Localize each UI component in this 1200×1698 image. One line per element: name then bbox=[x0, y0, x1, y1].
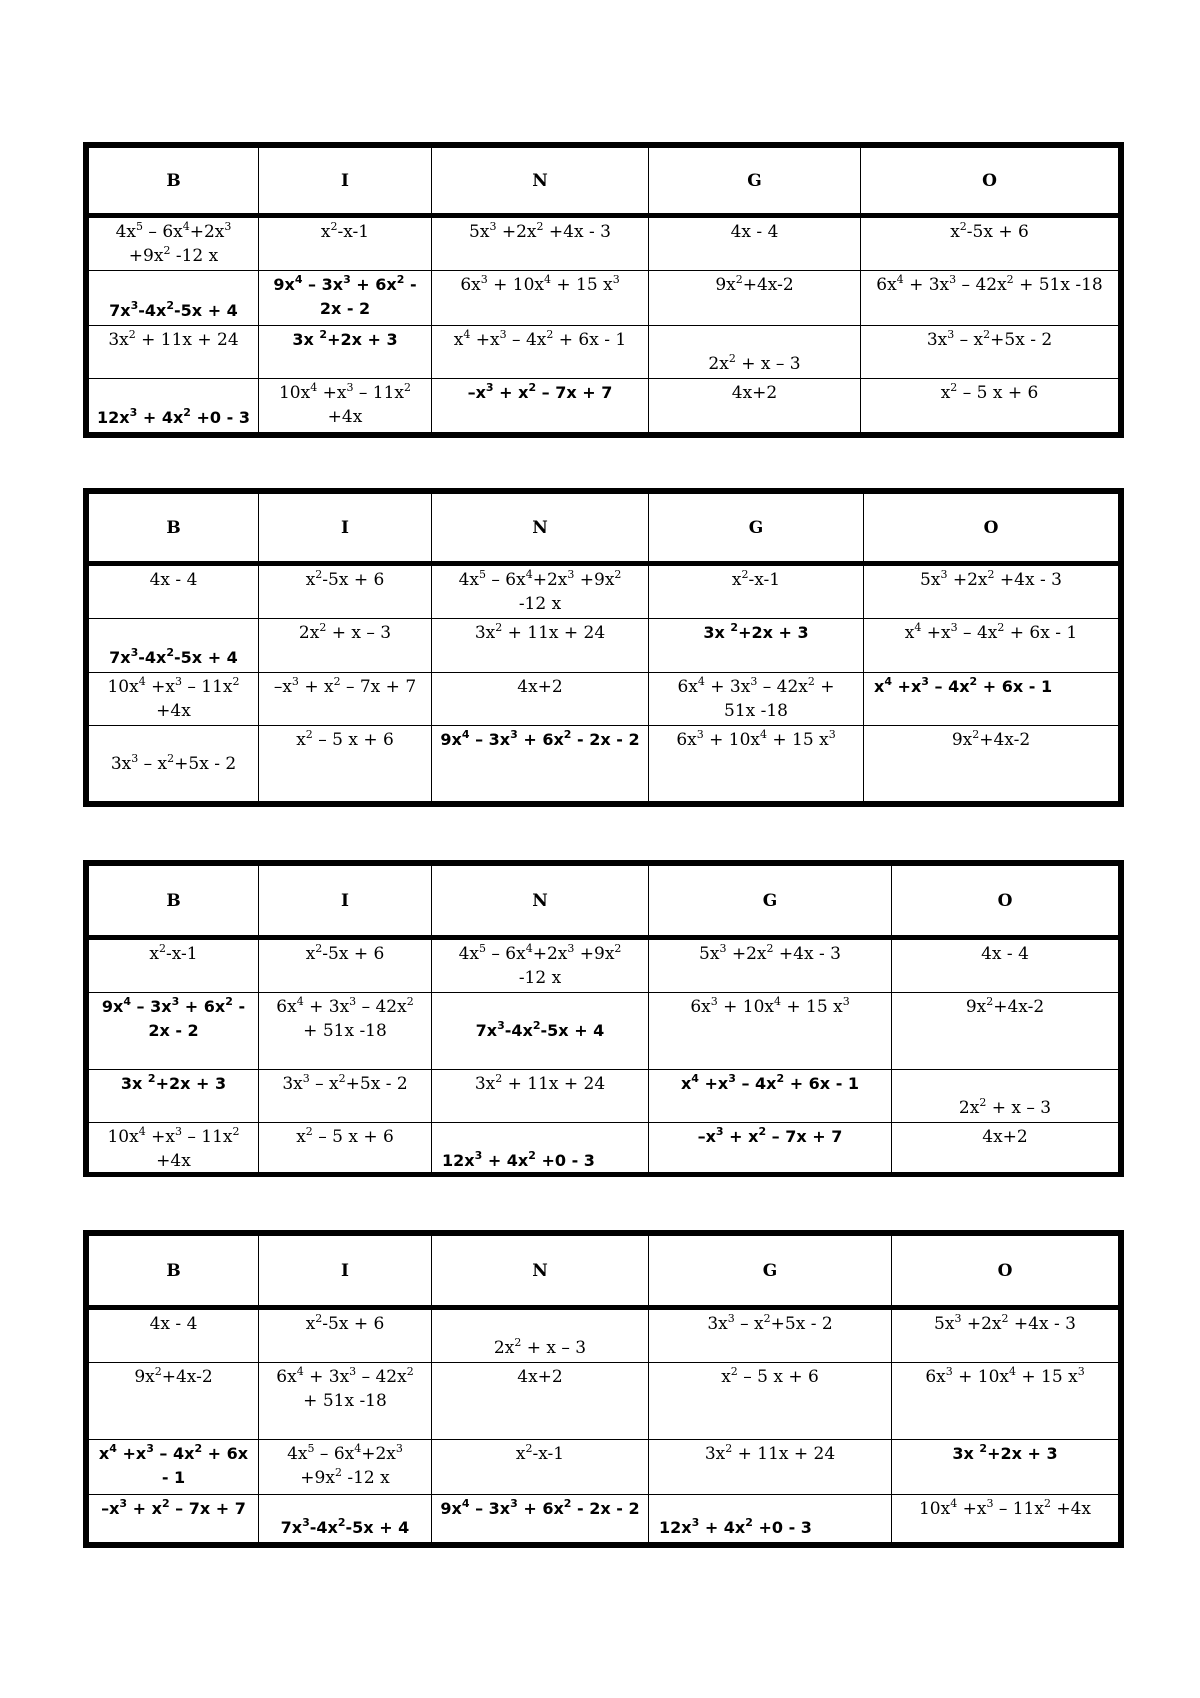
bingo-cell: $x^4 +x^3 - 4x^2 + 6x - 1$ bbox=[432, 326, 649, 379]
bingo-cell: $x^4 +x^3 - 4x^2 + 6x - 1$ bbox=[864, 619, 1119, 673]
bingo-cell: $2x^2 + x - 3$ bbox=[892, 1070, 1119, 1123]
bingo-cell: $3x^2 + 11x + 24$ bbox=[432, 619, 649, 673]
column-header: N bbox=[432, 148, 649, 216]
bingo-cell: $6x^4 + 3x^3 - 42x^2$ + 51x -18 bbox=[649, 673, 864, 726]
column-header: N bbox=[432, 1236, 649, 1308]
bingo-cell: $x^2-5x + 6$ bbox=[861, 216, 1119, 271]
bingo-cell: $9x^4 - 3x^3 + 6x^2$ - 2x - 2 bbox=[89, 993, 259, 1070]
bingo-cell: $x^4 +x^3 - 4x^2 + 6x - 1$ bbox=[864, 673, 1119, 726]
column-header: B bbox=[89, 148, 259, 216]
column-header: I bbox=[259, 1236, 432, 1308]
bingo-cell: $x^2-5x + 6$ bbox=[259, 1308, 432, 1363]
bingo-cell: $5x^3 +2x^2 +4x - 3$ bbox=[649, 938, 892, 993]
bingo-cell: $5x^3 +2x^2 +4x - 3$ bbox=[892, 1308, 1119, 1363]
bingo-cell: $6x^3 + 10x^4 + 15$ $x^3$ bbox=[892, 1363, 1119, 1440]
bingo-cell: $x^2-x-1$ bbox=[649, 564, 864, 619]
bingo-cell: 3x $^2$+2x + 3 bbox=[649, 619, 864, 673]
bingo-cell: $x^2 - 5$ x + 6 bbox=[259, 1123, 432, 1176]
bingo-card-3 bbox=[83, 860, 1124, 1177]
column-header: I bbox=[259, 148, 432, 216]
bingo-cell: $x^2 - 5$ x + 6 bbox=[259, 726, 432, 802]
bingo-cell: $9x^2+4x-2$ bbox=[864, 726, 1119, 802]
column-header: O bbox=[892, 866, 1119, 938]
bingo-cell: $-x^3 + x^2 - 7x + 7$ bbox=[649, 1123, 892, 1176]
bingo-cell: 3x $^2$+2x + 3 bbox=[892, 1440, 1119, 1495]
column-header: I bbox=[259, 494, 432, 564]
bingo-table bbox=[88, 147, 1119, 433]
bingo-cell: $3x^3 - x^2+5x - 2$ bbox=[861, 326, 1119, 379]
bingo-cell: 4x - 4 bbox=[892, 938, 1119, 993]
bingo-cell: 3x $^2$+2x + 3 bbox=[259, 326, 432, 379]
column-header: O bbox=[892, 1236, 1119, 1308]
column-header: G bbox=[649, 148, 861, 216]
bingo-cell: $12x^3 + 4x^2 +0 - 3$ bbox=[432, 1123, 649, 1176]
bingo-cell: $6x^3 + 10x^4 + 15$ $x^3$ bbox=[649, 993, 892, 1070]
bingo-cell: $5x^3 +2x^2 +4x - 3$ bbox=[864, 564, 1119, 619]
bingo-cell: $x^2-5x + 6$ bbox=[259, 938, 432, 993]
bingo-cell: $x^2-x-1$ bbox=[259, 216, 432, 271]
column-header: B bbox=[89, 1236, 259, 1308]
bingo-cell: 4x - 4 bbox=[89, 564, 259, 619]
bingo-card-1 bbox=[83, 142, 1124, 438]
column-header: N bbox=[432, 866, 649, 938]
bingo-cell: $7x^3-4x^2-5x + 4$ bbox=[89, 619, 259, 673]
column-header: N bbox=[432, 494, 649, 564]
bingo-cell: $10x^4 +x^3 - 11x^2$ +4x bbox=[89, 673, 259, 726]
bingo-cell: $7x^3-4x^2-5x + 4$ bbox=[259, 1495, 432, 1543]
column-header: B bbox=[89, 494, 259, 564]
bingo-cell: $7x^3-4x^2-5x + 4$ bbox=[432, 993, 649, 1070]
bingo-cell: $6x^4 + 3x^3 - 42x^2$ + 51x -18 bbox=[259, 993, 432, 1070]
bingo-cell: $-x^3 + x^2 - 7x + 7$ bbox=[432, 379, 649, 433]
bingo-cell: $-x^3 + x^2 - 7x + 7$ bbox=[259, 673, 432, 726]
bingo-cell: $3x^2 + 11x + 24$ bbox=[649, 1440, 892, 1495]
bingo-cell: $x^2-x-1$ bbox=[432, 1440, 649, 1495]
bingo-cell: $7x^3-4x^2-5x + 4$ bbox=[89, 271, 259, 326]
column-header: G bbox=[649, 866, 892, 938]
bingo-cell: $x^2 - 5$ x + 6 bbox=[649, 1363, 892, 1440]
bingo-cell: $x^4 +x^3 - 4x^2 + 6x$ - 1 bbox=[89, 1440, 259, 1495]
bingo-cell: $9x^2+4x-2$ bbox=[892, 993, 1119, 1070]
bingo-card-2 bbox=[83, 488, 1124, 807]
bingo-cell: $4x^5 - 6x^4+2x^3 +9x^2$ -12 x bbox=[432, 564, 649, 619]
bingo-cell: $2x^2 + x - 3$ bbox=[432, 1308, 649, 1363]
bingo-cell: $9x^4 - 3x^3 + 6x^2$ - 2x - 2 bbox=[259, 271, 432, 326]
column-header: I bbox=[259, 866, 432, 938]
bingo-cell: 4x - 4 bbox=[89, 1308, 259, 1363]
bingo-cell: $x^2 - 5$ x + 6 bbox=[861, 379, 1119, 433]
bingo-cell: 3x $^2$+2x + 3 bbox=[89, 1070, 259, 1123]
bingo-cell: $6x^4 + 3x^3 - 42x^2 + 51x$ -18 bbox=[861, 271, 1119, 326]
bingo-cell: $x^2-5x + 6$ bbox=[259, 564, 432, 619]
bingo-cell: 4x+2 bbox=[432, 673, 649, 726]
bingo-cell: $3x^2 + 11x + 24$ bbox=[432, 1070, 649, 1123]
bingo-cell: $12x^3 + 4x^2 +0 - 3$ bbox=[649, 1495, 892, 1543]
bingo-cell: $4x^5 - 6x^4+2x^3$ $+9x^2$ -12 x bbox=[89, 216, 259, 271]
bingo-cell: $2x^2 + x - 3$ bbox=[259, 619, 432, 673]
bingo-table bbox=[88, 1235, 1119, 1543]
bingo-cell: 4x+2 bbox=[432, 1363, 649, 1440]
bingo-cell: $2x^2 + x - 3$ bbox=[649, 326, 861, 379]
bingo-cell: $3x^2 + 11x + 24$ bbox=[89, 326, 259, 379]
bingo-cell: $9x^4 - 3x^3 + 6x^2 - 2x - 2$ bbox=[432, 1495, 649, 1543]
bingo-cell: 4x+2 bbox=[649, 379, 861, 433]
bingo-cell: 4x+2 bbox=[892, 1123, 1119, 1176]
bingo-cell: $5x^3 +2x^2 +4x - 3$ bbox=[432, 216, 649, 271]
column-header: G bbox=[649, 1236, 892, 1308]
bingo-cell: $12x^3 + 4x^2 +0 - 3$ bbox=[89, 379, 259, 433]
column-header: O bbox=[861, 148, 1119, 216]
bingo-cell: $10x^4 +x^3 - 11x^2 +4x$ bbox=[892, 1495, 1119, 1543]
column-header: O bbox=[864, 494, 1119, 564]
bingo-cell: $4x^5 - 6x^4+2x^3 +9x^2$ -12 x bbox=[432, 938, 649, 993]
bingo-cell: $9x^4 - 3x^3 + 6x^2 - 2x - 2$ bbox=[432, 726, 649, 802]
bingo-cell: $6x^3 + 10x^4 + 15$ $x^3$ bbox=[649, 726, 864, 802]
bingo-table bbox=[88, 865, 1119, 1176]
column-header: B bbox=[89, 866, 259, 938]
bingo-cell: $3x^3 - x^2+5x - 2$ bbox=[259, 1070, 432, 1123]
bingo-cell: $x^2-x-1$ bbox=[89, 938, 259, 993]
bingo-cell: $10x^4 +x^3 - 11x^2$ +4x bbox=[259, 379, 432, 433]
bingo-cell: $3x^3 - x^2+5x - 2$ bbox=[649, 1308, 892, 1363]
bingo-cell: $4x^5 - 6x^4+2x^3$ $+9x^2$ -12 x bbox=[259, 1440, 432, 1495]
bingo-cell: $6x^3 + 10x^4 + 15$ $x^3$ bbox=[432, 271, 649, 326]
bingo-table bbox=[88, 493, 1119, 802]
bingo-cell: $9x^2+4x-2$ bbox=[649, 271, 861, 326]
bingo-cell: $10x^4 +x^3 - 11x^2$ +4x bbox=[89, 1123, 259, 1176]
bingo-cell: $3x^3 - x^2+5x - 2$ bbox=[89, 726, 259, 802]
bingo-cell: 4x - 4 bbox=[649, 216, 861, 271]
bingo-cell: $-x^3 + x^2 - 7x + 7$ bbox=[89, 1495, 259, 1543]
bingo-cell: $9x^2+4x-2$ bbox=[89, 1363, 259, 1440]
bingo-card-4 bbox=[83, 1230, 1124, 1548]
column-header: G bbox=[649, 494, 864, 564]
bingo-cell: $x^4 +x^3 - 4x^2 + 6x - 1$ bbox=[649, 1070, 892, 1123]
bingo-cell: $6x^4 + 3x^3 - 42x^2$ + 51x -18 bbox=[259, 1363, 432, 1440]
